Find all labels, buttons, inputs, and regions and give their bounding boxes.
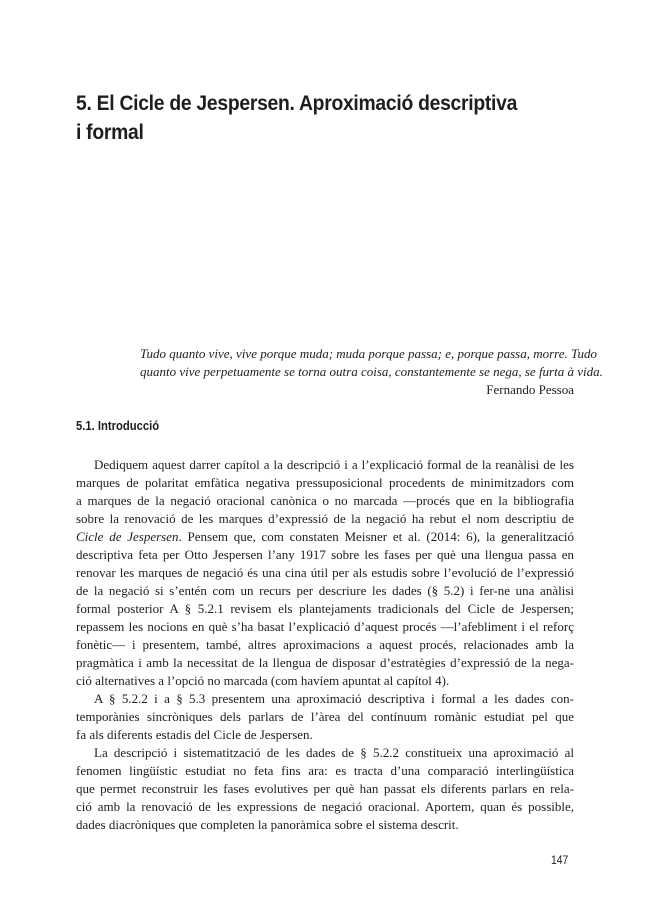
body-line: formal posterior A § 5.2.1 revisem els plantejaments tradicionals del Cicle de Jespersen;	[76, 601, 574, 616]
italic-term: Cicle de Jespersen	[76, 529, 179, 544]
epigraph-quote-line: quanto vive perpetuamente se torna outra coisa, constantemente se nega, se furta à vida.	[140, 364, 603, 379]
chapter-title-line: 5. El Cicle de Jespersen. Aproximació descriptiva	[76, 92, 518, 115]
body-line: que permet reconstruir les fases evolutives per què han passat els diferents parlars en rela-	[76, 781, 574, 796]
body-line: fenomen lingüístic estudiat no feta fins ara: es tracta d’una comparació interlingüística	[76, 763, 574, 778]
body-line: temporànies sincròniques dels parlars de l’àrea del contínuum romànic estudiat pel que	[76, 709, 574, 724]
chapter-title	[76, 89, 554, 147]
body-line: dades diacròniques que completen la panoràmica sobre el sistema descrit.	[76, 817, 459, 832]
body-line: a marques de la negació oracional canònica o no marcada —procés que en la bibliografia	[76, 493, 574, 508]
body-line: Dediquem aquest darrer capítol a la descripció i a l’explicació formal de la reanàlisi de les	[94, 457, 574, 472]
body-line: A § 5.2.2 i a § 5.3 presentem una aproximació descriptiva i formal a les dades con-	[94, 691, 574, 706]
body-line: descriptiva feta per Otto Jespersen l’any 1917 sobre les fases per què una llengua passa en	[76, 547, 574, 562]
body-line: sobre la renovació de les marques d’expressió de la negació ha rebut el nom descriptiu de	[76, 511, 574, 526]
body-line: repassem les nocions en què s’ha basat l’explicació d’aquest procés —l’afebliment i el reforç	[76, 619, 574, 634]
epigraph	[140, 345, 603, 399]
body-line-with-italic	[76, 528, 574, 546]
body-line: pragmàtica i amb la necessitat de la llengua de disposar d’estratègies d’expressió de la nega-	[76, 655, 574, 670]
body-line: ció amb la renovació de les expressions de negació oracional. Aportem, quan és possible,	[76, 799, 574, 814]
body-line: marques de polaritat emfàtica negativa pressuposicional procedents de minimitzadors com	[76, 475, 574, 490]
epigraph-author: Fernando Pessoa	[486, 382, 574, 397]
chapter-title-line: i formal	[76, 121, 144, 144]
body-line: ció alternatives a l’opció no marcada (com havíem apuntat al capítol 4).	[76, 673, 450, 688]
page-number: 147	[551, 855, 569, 867]
body-line: fonètic— i presentem, també, altres aproximacions a aquest procés, relacionades amb la	[76, 637, 574, 652]
epigraph-quote-line: Tudo quanto vive, vive porque muda; muda porque passa; e, porque passa, morre. Tudo	[140, 346, 598, 361]
section-heading: 5.1. Introducció	[76, 419, 160, 433]
body-line: de la negació si s’entén com un recurs per descriure les dades (§ 5.2) i fer-ne una anàlisi	[76, 583, 574, 598]
body-line: La descripció i sistematització de les dades de § 5.2.2 constitueix una aproximació al	[94, 745, 574, 760]
body-text	[76, 456, 574, 834]
body-line: renovar les marques de negació és una cina útil per als estudis sobre l’evolució de l’expressió	[76, 565, 574, 580]
body-line: fa als diferents estadis del Cicle de Jespersen.	[76, 727, 313, 742]
body-line-rest: . Pensem que, com constaten Meisner et al. (2014: 6), la generalització	[178, 529, 574, 544]
